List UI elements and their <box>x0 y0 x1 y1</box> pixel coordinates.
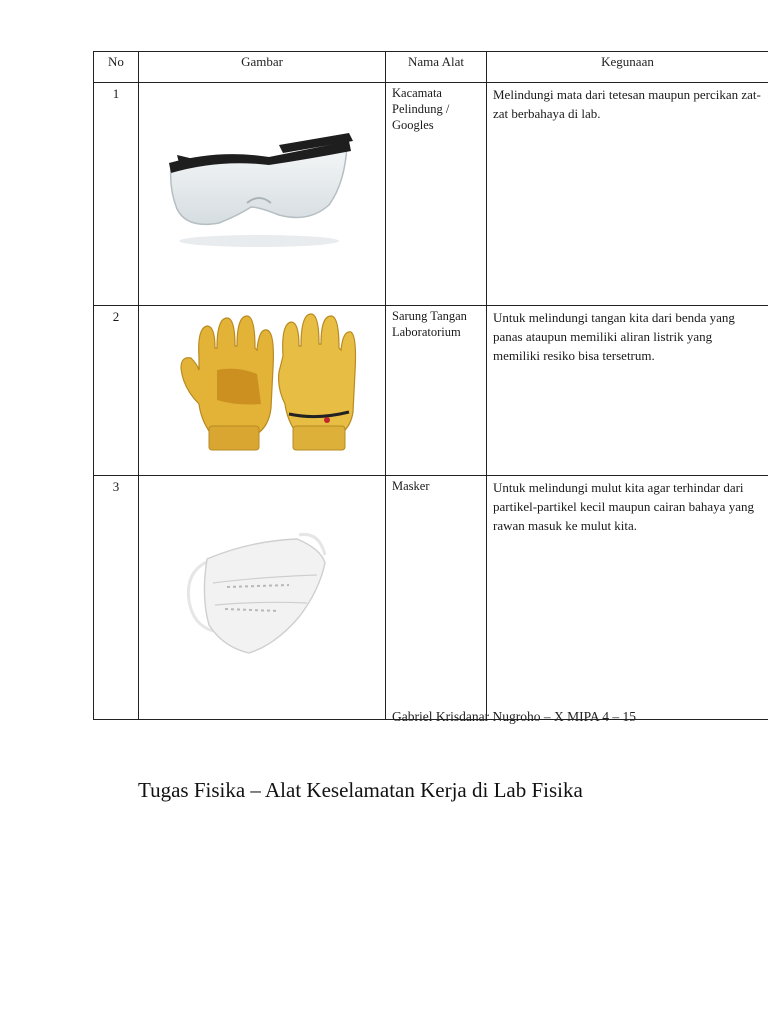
row-number: 1 <box>94 83 139 306</box>
table-row <box>94 476 768 720</box>
image-cell <box>139 306 386 476</box>
table-row <box>94 306 768 476</box>
tool-name: Kacamata Pelindung / Googles <box>386 83 487 306</box>
face-mask-icon <box>179 521 339 661</box>
table-header-row <box>94 52 768 83</box>
table-row <box>94 83 768 306</box>
safety-equipment-table <box>93 51 768 720</box>
header-kegunaan: Kegunaan <box>487 52 768 83</box>
author-line: Gabriel Krisdanar Nugroho – X MIPA 4 – 15 <box>392 709 636 724</box>
tool-usage: Untuk melindungi tangan kita dari benda yang panas ataupun memiliki aliran listrik yang memiliki resiko bisa tersetrum. <box>487 306 768 476</box>
leather-gloves-icon <box>177 308 357 458</box>
tool-name: Masker <box>386 476 487 720</box>
header-gambar: Gambar <box>139 52 386 83</box>
tool-name: Sarung Tangan Laboratorium <box>386 306 487 476</box>
safety-goggles-icon <box>159 123 369 253</box>
tool-usage: Untuk melindungi mulut kita agar terhindar dari partikel-partikel kecil maupun cairan bahaya yang rawan masuk ke mulut kita. <box>487 476 768 720</box>
image-cell <box>139 476 386 720</box>
image-cell <box>139 83 386 306</box>
row-number: 3 <box>94 476 139 720</box>
header-no: No <box>94 52 139 83</box>
tool-usage: Melindungi mata dari tetesan maupun percikan zat-zat berbahaya di lab. <box>487 83 768 306</box>
row-number: 2 <box>94 306 139 476</box>
document-title: Tugas Fisika – Alat Keselamatan Kerja di Lab Fisika <box>138 778 583 802</box>
header-nama-alat: Nama Alat <box>386 52 487 83</box>
